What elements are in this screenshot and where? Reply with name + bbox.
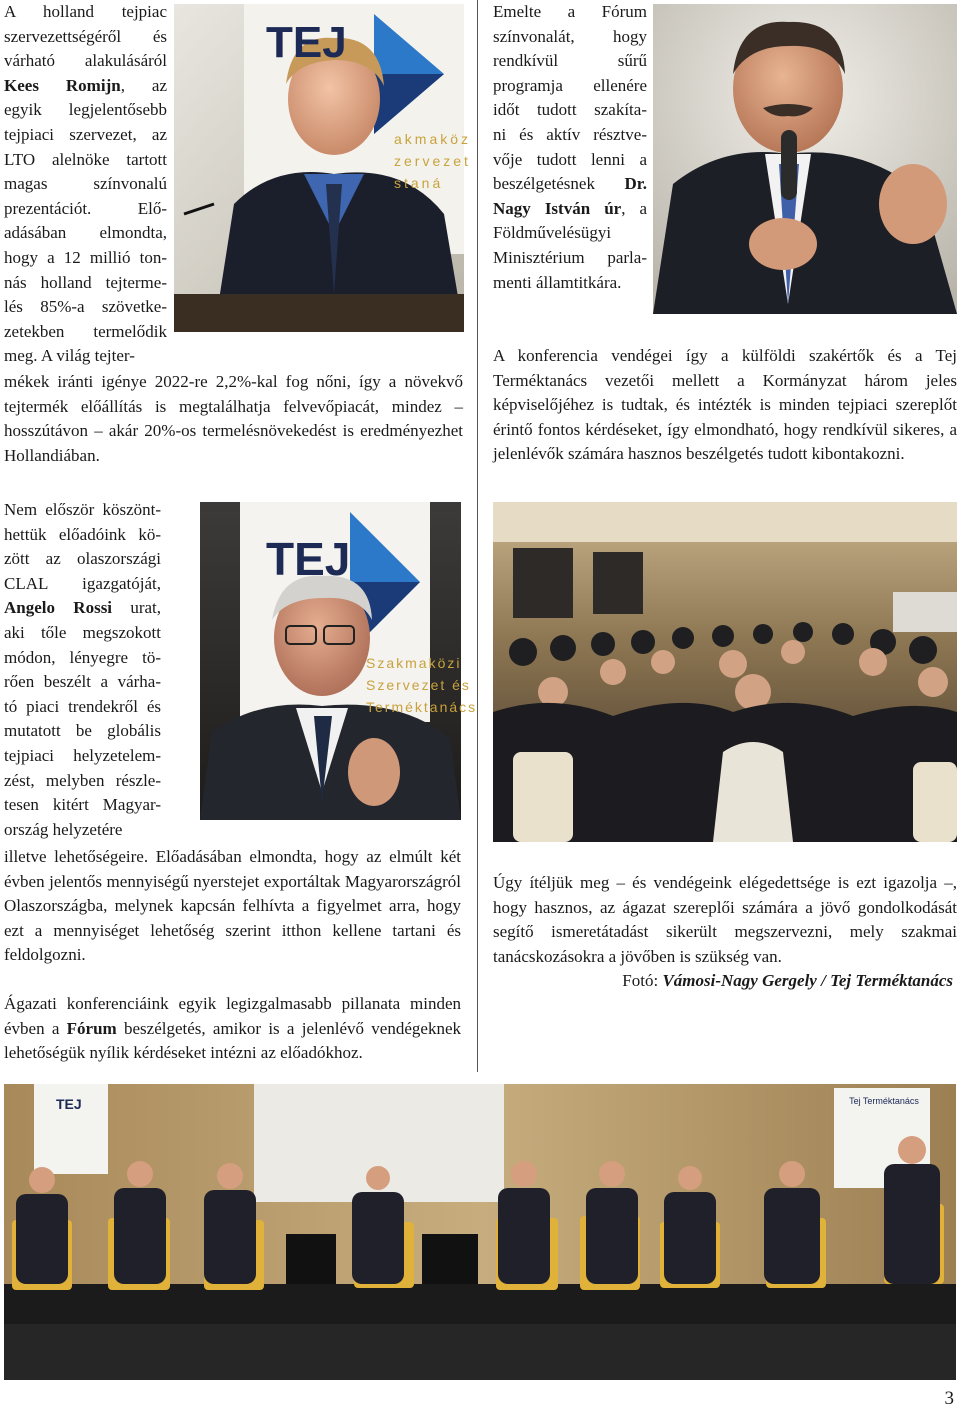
romijn-text-line: magas színvonalú bbox=[4, 174, 167, 194]
rossi-text-line: hettük előadóink kö- bbox=[4, 524, 161, 544]
nagy-text-line: ni és aktív résztve- bbox=[493, 124, 647, 144]
nagy-text-line: vője tudott lenni a bbox=[493, 149, 647, 169]
romijn-rest-text: mékek iránti igénye 2022-re 2,2%-kal fog nőni, így a növekvő tejtermék előállítás is megtalálhatja felvevőpiacát, mindez – hosszútávon – akár 20%-os termelésnövekedést is eredményezhet Hollandiában. bbox=[4, 372, 463, 465]
photo-nagy bbox=[653, 4, 957, 314]
romijn-text-line: várható alakulásáról bbox=[4, 51, 167, 71]
rossi-text-line: Angelo Rossi urat, bbox=[4, 598, 161, 618]
romijn-text-line: tejpiaci szervezet, az bbox=[4, 124, 167, 144]
nagy-text-line: Minisztérium parla- bbox=[493, 247, 647, 267]
rossi-text-line: tesen kitért Magyar- bbox=[4, 795, 161, 815]
romijn-text-line: nás holland tejterme- bbox=[4, 272, 167, 292]
rossi-text-line: CLAL igazgatóját, bbox=[4, 573, 161, 593]
romijn-text-line: egyik legjelentősebb bbox=[4, 100, 167, 120]
photo-audience bbox=[493, 502, 957, 842]
tej-logo-text: TEJ bbox=[266, 18, 347, 67]
romijn-text-line: hogy a 12 millió ton- bbox=[4, 247, 167, 267]
rossi-float-text bbox=[4, 498, 161, 842]
rossi-text-line: módon, lényegre tö- bbox=[4, 647, 161, 667]
nagy-text-line: beszélgetésnek Dr. bbox=[493, 174, 647, 194]
rossi-rest-text: illetve lehetőségeire. Előadásában elmondta, hogy az elmúlt két évben jelentős mennyiségű nyerstejet exportáltak Magyarországról Olaszországba, melynek kapcsán felhívta a figyelmet arra, hogy ezt a mennyiséget lehetőség szerint itthon kellene tartani és feldolgozni. bbox=[4, 847, 461, 965]
romijn-text-line: Kees Romijn, az bbox=[4, 75, 167, 95]
banner-text: Tej Terméktanács bbox=[849, 1096, 919, 1106]
romijn-text-line: prezentációt. Elő- bbox=[4, 198, 167, 218]
photo-panel-stage bbox=[4, 1084, 956, 1380]
nagy-text-line: Nagy István úr, a bbox=[493, 198, 648, 218]
romijn-text-line: adásában elmondta, bbox=[4, 223, 167, 243]
photo-rossi bbox=[200, 502, 478, 820]
nagy-text-line: Földművelésügyi bbox=[493, 223, 612, 243]
nagy-text-line: időt tudott szakíta- bbox=[493, 100, 647, 120]
nagy-text-line: színvonalát, hogy bbox=[493, 26, 647, 46]
photo-credit: Vámosi-Nagy Gergely / Tej Terméktanács bbox=[662, 971, 953, 991]
rossi-text-line: rően beszélt a várha- bbox=[4, 672, 161, 692]
romijn-text-line: meg. A világ tejter- bbox=[4, 346, 135, 366]
rossi-text-line: zést, melyben részle- bbox=[4, 770, 161, 790]
tej-logo-text: TEJ bbox=[266, 533, 351, 585]
rossi-text-line: zött az olaszországi bbox=[4, 549, 161, 569]
page-number: 3 bbox=[944, 1388, 954, 1409]
nagy-text-line: Emelte a Fórum bbox=[493, 2, 647, 21]
forum-text: Ágazati konferenciáink egyik legizgalmasabb pillanata minden évben a Fórum beszélgetés, amikor is a jelenlévő vendégeknek lehetőségük nyílik kérdéseket intézni az előadókhoz. bbox=[4, 994, 461, 1063]
rossi-text-line: Nem először köszönt- bbox=[4, 500, 161, 519]
nagy-text bbox=[493, 0, 647, 295]
romijn-text-line: lés 85%-a szövetke- bbox=[4, 297, 167, 317]
romijn-text-line: LTO alelnöke tartott bbox=[4, 149, 167, 169]
nagy-text-line: rendkívül sűrű bbox=[493, 51, 647, 71]
rossi-text-line: tejpiaci helyzetelem- bbox=[4, 745, 161, 765]
rossi-text-line: tó piaci trendekről és bbox=[4, 696, 161, 716]
banner-text: Szakmaközi Szervezet és Terméktanács bbox=[366, 655, 478, 715]
romijn-text-line: zetekben termelődik bbox=[4, 321, 167, 341]
closing-text: Úgy ítéljük meg – és vendégeink elégedettsége is ezt igazolja –, hogy hasznos, az ágazat szereplői számára a jövő gondolkodását segítő ismeretátadást sikerült megszervezni, mely szakmai tanácskozásokra a jövőben is szükség van. Fotó: Vámosi-Nagy Gergely / Tej Terméktanács bbox=[493, 873, 957, 991]
rossi-text-line: ország helyzetére bbox=[4, 819, 123, 839]
konferencia-text: A konferencia vendégei így a külföldi szakértők és a Tej Terméktanács vezetői mellett a Kormányzat három jeles képviselőjéhez is tudtak, és intézték is minden tejpiaci szereplőt érintő fontos kérdéseket, így elmondható, hogy rendkívül sikeres, a jelenlévők számára hasznos beszélgetés tudott kibontakozni. bbox=[493, 346, 957, 464]
nagy-text-line: menti államtitkára. bbox=[493, 272, 622, 292]
tej-logo-text: TEJ bbox=[56, 1096, 82, 1112]
romijn-text-line: szervezettségéről és bbox=[4, 26, 167, 46]
romijn-float-text bbox=[4, 0, 167, 369]
banner-text: akmaköz zervezet staná bbox=[394, 131, 472, 191]
rossi-text-line: mutatott be globális bbox=[4, 721, 161, 741]
photo-romijn bbox=[174, 4, 472, 332]
romijn-text-line: A holland tejpiac bbox=[4, 2, 167, 21]
column-divider bbox=[477, 0, 478, 1072]
photo-credit-label: Fotó: bbox=[622, 971, 663, 991]
rossi-text-line: aki tőle megszokott bbox=[4, 622, 161, 642]
nagy-text-line: programja ellenére bbox=[493, 75, 647, 95]
